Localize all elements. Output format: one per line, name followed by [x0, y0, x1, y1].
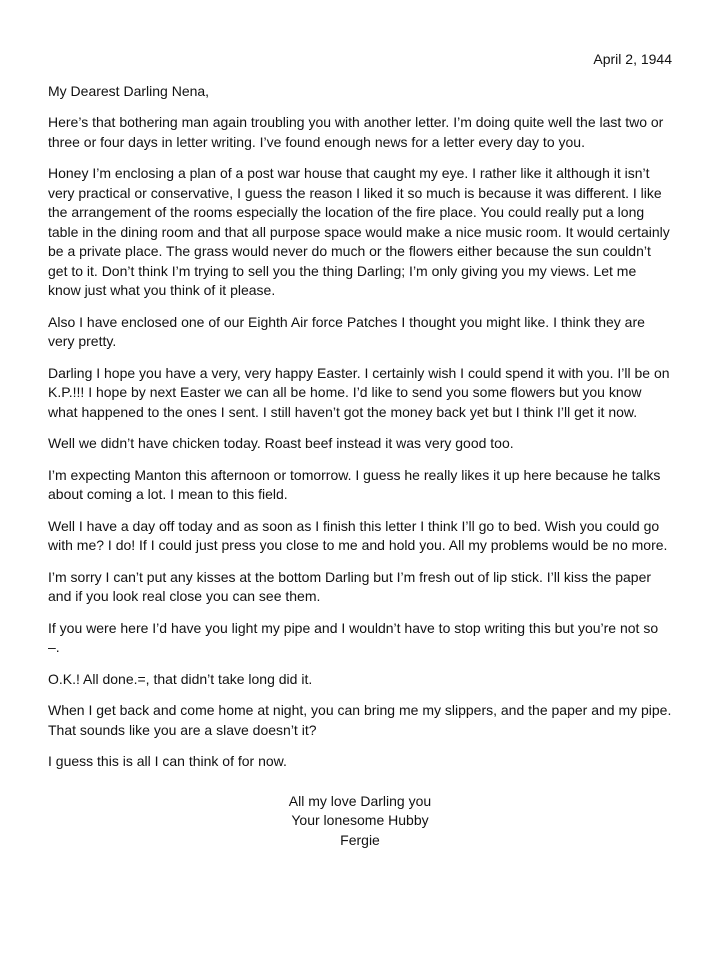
paragraph-11: When I get back and come home at night, you can bring me my slippers, and the paper and my pipe. That sounds like you are a slave doesn’t it?: [48, 702, 672, 738]
closing-line-1: All my love Darling you: [288, 792, 432, 809]
letter-date: April 2, 1944: [593, 51, 672, 67]
paragraph-3: Also I have enclosed one of our Eighth Air force Patches I thought you might like. I think they are very pretty.: [48, 313, 645, 349]
paragraph-4: Darling I hope you have a very, very happy Easter. I certainly wish I could spend it with you. I’ll be on K.P.!!! I hope by next Easter we can all be home. I’d like to send you some flowers but you know what happened to the ones I sent. I still haven’t got the money back yet but I think I’ll get it now.: [48, 364, 670, 420]
paragraph-6: I’m expecting Manton this afternoon or tomorrow. I guess he really likes it up here because he talks about coming a lot. I mean to this field.: [48, 466, 661, 502]
paragraph-5: Well we didn’t have chicken today. Roast beef instead it was very good too.: [48, 435, 514, 451]
paragraph-12: I guess this is all I can think of for now.: [48, 753, 287, 769]
paragraph-1: Here’s that bothering man again troubling you with another letter. I’m doing quite well the last two or three or four days in letter writing. I’ve found enough news for a letter every day to you.: [48, 114, 664, 150]
letter-salutation: My Dearest Darling Nena,: [48, 82, 210, 99]
paragraph-10: O.K.! All done.=, that didn’t take long did it.: [48, 670, 313, 687]
letter-closing: [48, 792, 672, 851]
paragraph-2: Honey I’m enclosing a plan of a post war house that caught my eye. I rather like it although it isn’t very practical or conservative, I guess the reason I liked it so much is because it was different. I like the arrangement of the rooms especially the location of the fire place. You could really put a long table in the dining room and that all purpose space would make a nice music room. It would certainly be a private place. The grass would never do much or the flowers either because the sun couldn’t get to it. Don’t think I’m trying to sell you the thing Darling; I’m only giving you my views. Let me know just what you think of it please.: [48, 165, 670, 298]
signature: Fergie: [340, 831, 380, 848]
paragraph-8: I’m sorry I can’t put any kisses at the bottom Darling but I’m fresh out of lip stick. I’ll kiss the paper and if you look real close you can see them.: [48, 568, 652, 604]
paragraph-9: If you were here I’d have you light my pipe and I wouldn’t have to stop writing this but you’re not so –.: [48, 619, 659, 655]
paragraph-7: Well I have a day off today and as soon as I finish this letter I think I’ll go to bed. Wish you could go with me? I do! If I could just press you close to me and hold you. All my problems would be no more.: [48, 517, 668, 553]
closing-line-2: Your lonesome Hubby: [291, 812, 429, 828]
